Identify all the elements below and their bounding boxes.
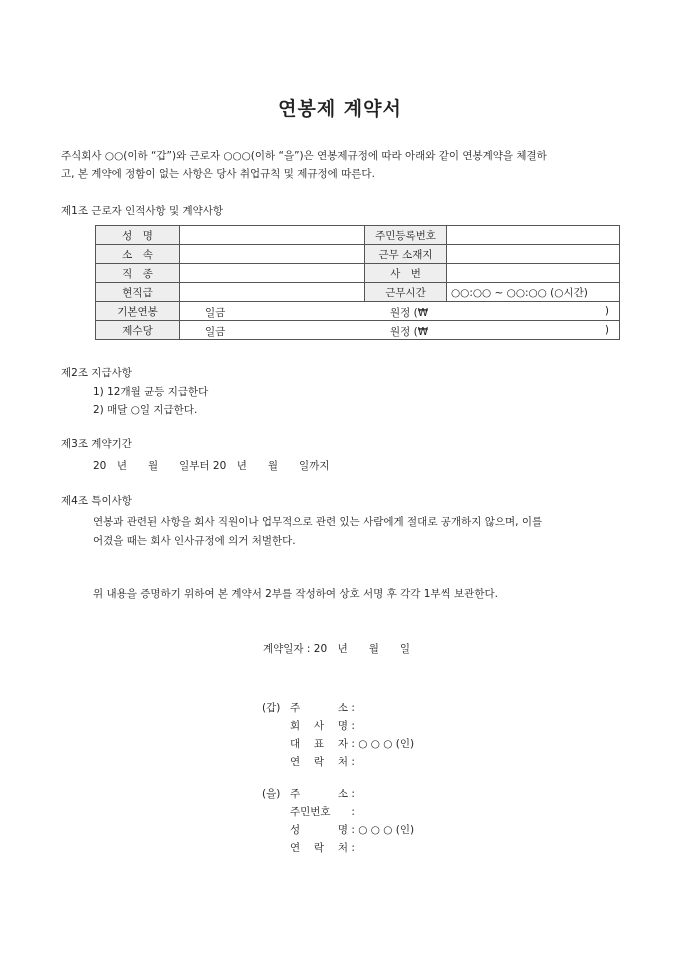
contract-period: 20 년 월 일부터 20 년 월 일까지 xyxy=(93,460,330,472)
colon: : xyxy=(351,824,355,836)
field-label: 연 락 처 xyxy=(290,756,348,768)
cell-label: 현직급 xyxy=(96,283,180,302)
document-title: 연봉제 계약서 xyxy=(278,98,402,120)
article4-heading: 제4조 특이사항 xyxy=(61,495,132,507)
table-row xyxy=(96,245,620,264)
cell-label: 소 속 xyxy=(96,245,180,264)
table-row xyxy=(96,302,620,321)
cell-label: 사 번 xyxy=(365,264,447,283)
table-row xyxy=(96,226,620,245)
article2-heading: 제2조 지급사항 xyxy=(61,367,132,379)
article4-line: 연봉과 관련된 사항을 회사 직원이나 업무적으로 관련 있는 사람에게 절대로 공개하지 않으며, 이를 xyxy=(93,516,543,528)
current-grade-field[interactable] xyxy=(180,283,365,302)
work-location-field[interactable] xyxy=(447,245,620,264)
article4-line: 어겼을 때는 회사 인사규정에 의거 처벌한다. xyxy=(93,535,296,547)
representative-value[interactable]: ○ ○ ○ (인) xyxy=(358,738,415,750)
cell-label: 성 명 xyxy=(96,226,180,245)
allowance-field[interactable] xyxy=(180,321,620,340)
party-b-tag: (을) xyxy=(262,788,281,800)
amount-suffix: 원정 (₩ xyxy=(390,307,429,319)
colon: : xyxy=(351,842,355,854)
amount-close: ) xyxy=(604,324,609,336)
table-row xyxy=(96,321,620,340)
contract-date: 계약일자 : 20 년 월 일 xyxy=(263,643,411,655)
employee-number-field[interactable] xyxy=(447,264,620,283)
article2-item: 2) 매달 ○일 지급한다. xyxy=(93,404,198,416)
field-label: 주 소 xyxy=(290,702,348,714)
employee-info-table xyxy=(95,225,620,340)
intro-line-1: 주식회사 ○○(이하 “갑”)와 근로자 ○○○(이하 “을”)은 연봉제규정에 따라 아래와 같이 연봉계약을 체결하 xyxy=(61,150,547,162)
cell-label: 기본연봉 xyxy=(96,302,180,321)
base-salary-field[interactable] xyxy=(180,302,620,321)
colon: : xyxy=(351,788,355,800)
party-b-block xyxy=(262,786,414,858)
colon: : xyxy=(351,738,355,750)
cell-label: 주민등록번호 xyxy=(365,226,447,245)
cell-label: 제수당 xyxy=(96,321,180,340)
article1-heading: 제1조 근로자 인적사항 및 계약사항 xyxy=(61,205,224,217)
resident-number-field[interactable] xyxy=(447,226,620,245)
party-a-block xyxy=(262,700,414,772)
colon: : xyxy=(351,720,355,732)
name-value[interactable]: ○ ○ ○ (인) xyxy=(358,824,415,836)
amount-prefix: 일금 xyxy=(205,307,226,319)
field-label: 대 표 자 xyxy=(290,738,348,750)
cell-label: 근무 소재지 xyxy=(365,245,447,264)
article3-heading: 제3조 계약기간 xyxy=(61,438,132,450)
field-label: 성 명 xyxy=(290,824,348,836)
intro-line-2: 고, 본 계약에 정함이 없는 사항은 당사 취업규칙 및 제규정에 따른다. xyxy=(61,168,375,180)
colon: : xyxy=(351,702,355,714)
amount-close: ) xyxy=(604,305,609,317)
party-a-tag: (갑) xyxy=(262,702,281,714)
table-row xyxy=(96,283,620,302)
table-row xyxy=(96,264,620,283)
cell-label: 직 종 xyxy=(96,264,180,283)
article2-item: 1) 12개월 균등 지급한다 xyxy=(93,386,209,398)
job-type-field[interactable] xyxy=(180,264,365,283)
name-field[interactable] xyxy=(180,226,365,245)
work-hours-field[interactable]: ○○:○○ ~ ○○:○○ (○시간) xyxy=(447,283,620,302)
colon: : xyxy=(351,806,355,818)
closing-statement: 위 내용을 증명하기 위하여 본 계약서 2부를 작성하여 상호 서명 후 각각 1부씩 보관한다. xyxy=(93,588,498,600)
cell-label: 근무시간 xyxy=(365,283,447,302)
department-field[interactable] xyxy=(180,245,365,264)
colon: : xyxy=(351,756,355,768)
field-label: 연 락 처 xyxy=(290,842,348,854)
field-label: 주 소 xyxy=(290,788,348,800)
amount-prefix: 일금 xyxy=(205,326,226,338)
field-label: 주민번호 xyxy=(290,806,331,818)
amount-suffix: 원정 (₩ xyxy=(390,326,429,338)
field-label: 회 사 명 xyxy=(290,720,348,732)
